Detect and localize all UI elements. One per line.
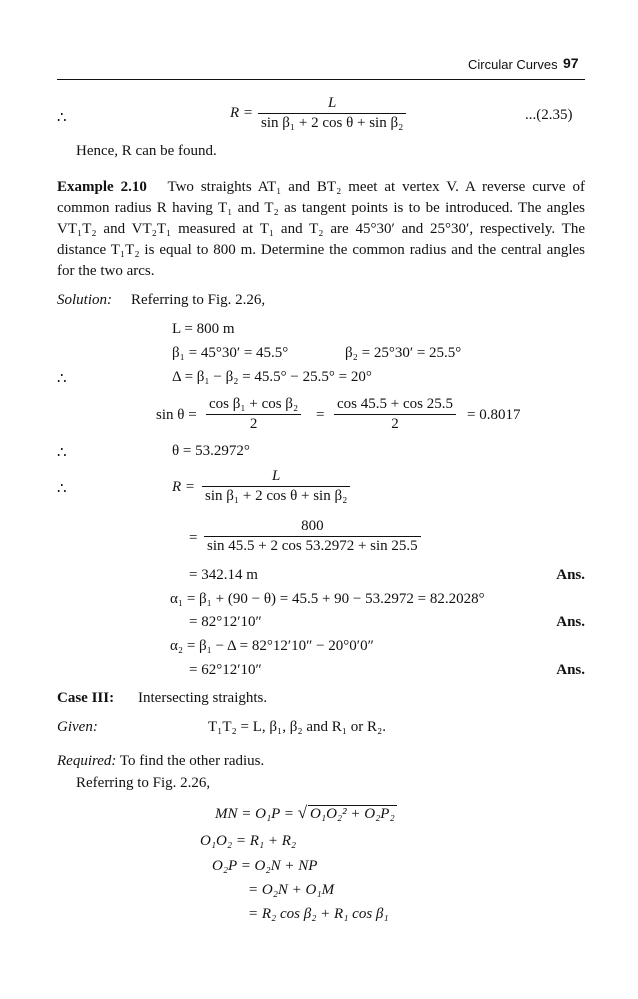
- mn-lhs: MN = O₁P =: [215, 806, 294, 822]
- R-value: = 342.14 m: [189, 567, 258, 583]
- answer-label: Ans.: [556, 614, 585, 630]
- eq235-denominator: sin β₁ + 2 cos θ + sin β₂: [261, 115, 404, 131]
- R-numerator: L: [202, 468, 350, 487]
- R-fraction: [202, 468, 350, 505]
- required-line: [57, 753, 264, 770]
- line-theta: θ = 53.2972°: [172, 443, 250, 459]
- therefore-symbol: ∴: [57, 481, 67, 497]
- hence-line: Hence, R can be found.: [76, 143, 217, 159]
- sin-fraction-1: [206, 396, 301, 433]
- sin-num-1: cos β₁ + cos β₂: [206, 396, 301, 415]
- alpha1-value: = 82°12′10″: [189, 614, 262, 630]
- required-label: Required:: [57, 753, 117, 769]
- sin-den-2: 2: [391, 416, 399, 432]
- line-beta2: β₂ = 25°30′ = 25.5°: [345, 345, 462, 361]
- example-text: Two straights AT₁ and BT₂ meet at vertex V. A reverse curve of common radius R having T₁ and T₂ as tangent points is to be introduced. The angles VT₁T₂ and VT₂T₁ measured at T₁ and T₂ are 45°30′ and 25°30′, respectively. The distance T₁T₂ is equal to 800 m. Determine the common radius and the central angles for the two arcs.: [57, 179, 586, 279]
- sin-result: = 0.8017: [467, 407, 521, 423]
- case3-label: Case III:: [57, 690, 115, 706]
- mn-radicand: O₁O₂² + O₂P₂: [310, 806, 395, 822]
- answer-label: Ans.: [556, 662, 585, 678]
- R-denominator: sin β₁ + 2 cos θ + sin β₂: [205, 488, 348, 504]
- eq235-reference: ...(2.35): [525, 107, 573, 123]
- eq235-lhs: R =: [230, 105, 254, 121]
- mn-line: [215, 803, 397, 823]
- example-label: Example 2.10: [57, 179, 147, 195]
- sin-den-1: 2: [249, 416, 258, 432]
- required-text: To find the other radius.: [119, 753, 265, 769]
- o1o2-line: O₁O₂ = R₁ + R₂: [200, 833, 297, 849]
- solution-text: Referring to Fig. 2.26,: [131, 292, 266, 308]
- sin-lhs: sin θ =: [156, 407, 197, 423]
- R2-numerator: 800: [204, 518, 421, 537]
- referring-line: Referring to Fig. 2.26,: [76, 775, 211, 791]
- r-cos-line: = R₂ cos β₂ + R₁ cos β₁: [248, 906, 389, 922]
- R2-fraction: [204, 518, 421, 555]
- alpha1-line: α₁ = β₁ + (90 − θ) = 45.5 + 90 − 53.2972 = 82.2028°: [170, 591, 485, 607]
- eq235-fraction: [258, 95, 406, 132]
- answer-label: Ans.: [556, 567, 585, 583]
- therefore-symbol: ∴: [57, 110, 67, 126]
- therefore-symbol: ∴: [57, 371, 67, 387]
- running-header-title: Circular Curves: [468, 57, 558, 72]
- R-lhs: R =: [172, 479, 196, 495]
- page-number: 97: [563, 55, 579, 71]
- sqrt-sign: √: [297, 803, 308, 822]
- line-delta: Δ = β₁ − β₂ = 45.5° − 25.5° = 20°: [172, 369, 372, 385]
- solution-label: Solution:: [57, 292, 112, 308]
- o2n-o1m-line: = O₂N + O₁M: [248, 882, 335, 898]
- R2-equals: =: [189, 530, 198, 546]
- alpha2-line: α₂ = β₁ − Δ = 82°12′10″ − 20°0′0″: [170, 638, 374, 654]
- header-rule: [57, 79, 585, 80]
- o2p-line: O₂P = O₂N + NP: [212, 858, 318, 874]
- R2-denominator: sin 45.5 + 2 cos 53.2972 + sin 25.5: [207, 538, 418, 554]
- case3-text: Intersecting straights.: [138, 690, 268, 706]
- given-text: T₁T₂ = L, β₁, β₂ and R₁ or R₂.: [208, 719, 387, 735]
- example-paragraph: [57, 177, 585, 282]
- line-beta1: β₁ = 45°30′ = 45.5°: [172, 345, 289, 361]
- eq235-numerator: L: [258, 95, 406, 114]
- line-L: L = 800 m: [172, 321, 235, 337]
- sin-equals: =: [316, 407, 325, 423]
- therefore-symbol: ∴: [57, 445, 67, 461]
- sin-fraction-2: [334, 396, 456, 433]
- sin-num-2: cos 45.5 + cos 25.5: [334, 396, 456, 415]
- alpha2-value: = 62°12′10″: [189, 662, 262, 678]
- given-label: Given:: [57, 719, 98, 735]
